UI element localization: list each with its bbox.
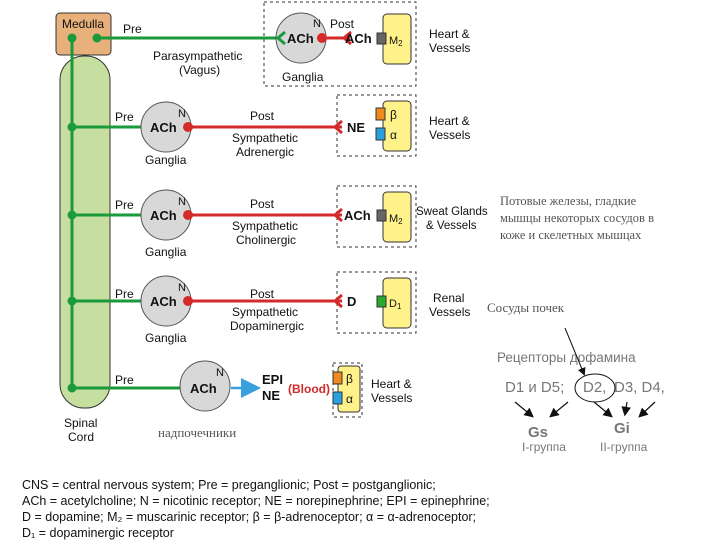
dopaminergic-ganglion-ach: ACh bbox=[150, 294, 177, 309]
adrenergic-post-label: Post bbox=[250, 109, 275, 123]
cholinergic-note-ru-3: коже и скелетных мышцах bbox=[500, 228, 642, 242]
gs-protein: Gs bbox=[528, 424, 549, 441]
adrenergic-pre-label: Pre bbox=[115, 110, 134, 124]
adrenergic-ganglion-ach: ACh bbox=[150, 120, 177, 135]
group-1-label: I-группа bbox=[522, 440, 566, 454]
adrenergic-effector-ne: NE bbox=[347, 120, 366, 135]
adrenergic-ganglion-n: N bbox=[178, 108, 186, 120]
gi-protein: Gi bbox=[614, 420, 630, 437]
dopaminergic-post-label: Post bbox=[250, 287, 275, 301]
adrenergic-target-1: Heart & bbox=[429, 114, 470, 128]
svg-text:M2: M2 bbox=[389, 213, 403, 226]
cholinergic-effector-ach: ACh bbox=[344, 208, 371, 223]
svg-text:D1: D1 bbox=[389, 298, 402, 311]
dopaminergic-ganglia-label: Ganglia bbox=[145, 331, 187, 345]
parasympathetic-effector-ach: ACh bbox=[345, 31, 372, 46]
parasympathetic-ganglia-label: Ganglia bbox=[282, 70, 324, 84]
cholinergic-post-label: Post bbox=[250, 197, 275, 211]
parasympathetic-target-1: Heart & bbox=[429, 27, 470, 41]
dopaminergic-target-1: Renal bbox=[433, 291, 465, 305]
adrenergic-pathway-2: Adrenergic bbox=[236, 145, 295, 159]
cholinergic-m2-receptor bbox=[377, 210, 386, 221]
dopaminergic-ganglion-n: N bbox=[178, 282, 186, 294]
adrenal-alpha-receptor bbox=[333, 392, 342, 404]
adrenal-blood-label: (Blood) bbox=[288, 382, 330, 396]
medulla-label: Medulla bbox=[62, 17, 105, 31]
adrenal-n: N bbox=[216, 367, 224, 379]
dopaminergic-pre-label: Pre bbox=[115, 287, 134, 301]
adrenergic-alpha-receptor bbox=[376, 128, 385, 140]
adrenal-note-ru: надпочечники bbox=[158, 425, 237, 440]
adrenergic-pathway-1: Sympathetic bbox=[232, 131, 299, 145]
dopaminergic-target-2: Vessels bbox=[429, 305, 471, 319]
spinal-cord-label-1: Spinal bbox=[64, 416, 98, 430]
svg-text:M2: M2 bbox=[389, 35, 403, 48]
parasympathetic-target-2: Vessels bbox=[429, 41, 471, 55]
svg-text:α: α bbox=[390, 128, 397, 142]
dopaminergic-effector-d: D bbox=[347, 294, 357, 309]
adrenal-ach: ACh bbox=[190, 381, 217, 396]
svg-text:α: α bbox=[346, 392, 353, 406]
cholinergic-ganglia-label: Ganglia bbox=[145, 245, 187, 259]
cholinergic-pre-label: Pre bbox=[115, 198, 134, 212]
abbreviation-legend bbox=[22, 477, 712, 541]
legend-line-1: CNS = central nervous system; Pre = preganglionic; Post = postganglionic; bbox=[22, 478, 436, 492]
cholinergic-pathway-1: Sympathetic bbox=[232, 219, 299, 233]
adrenergic-effector-cell bbox=[383, 101, 411, 151]
legend-line-2: ACh = acetylcholine; N = nicotinic receptor; NE = norepinephrine; EPI = epinephrine; bbox=[22, 494, 490, 508]
cholinergic-ganglion-n: N bbox=[178, 196, 186, 208]
cholinergic-ganglion-ach: ACh bbox=[150, 208, 177, 223]
dopaminergic-pathway-2: Dopaminergic bbox=[230, 319, 305, 333]
dopaminergic-pathway-1: Sympathetic bbox=[232, 305, 299, 319]
adrenal-pre-label: Pre bbox=[115, 373, 134, 387]
dopaminergic-d1-receptor bbox=[377, 296, 386, 307]
svg-text:β: β bbox=[390, 108, 397, 122]
spinal-cord-label-2: Cord bbox=[68, 430, 95, 444]
dopamine-d3-d4: D3, D4, bbox=[614, 379, 665, 396]
cholinergic-target-2: & Vessels bbox=[426, 220, 477, 232]
group-2-label: II-группа bbox=[600, 440, 648, 454]
adrenergic-target-2: Vessels bbox=[429, 128, 471, 142]
dopamine-receptors-title: Рецепторы дофамина bbox=[497, 350, 636, 365]
cholinergic-note-ru-2: мышцы некоторых сосудов в bbox=[500, 211, 654, 225]
parasympathetic-ganglion-n: N bbox=[313, 18, 321, 30]
dopaminergic-note-ru: Сосуды почек bbox=[487, 300, 565, 315]
adrenal-epi: EPI bbox=[262, 372, 283, 387]
svg-text:β: β bbox=[346, 372, 353, 386]
spinal-cord bbox=[60, 56, 110, 408]
legend-line-3: D = dopamine; M₂ = muscarinic receptor; β = β-adrenoceptor; α = α-adrenoceptor; bbox=[22, 510, 477, 524]
parasympathetic-ganglion-ach: ACh bbox=[287, 31, 314, 46]
adrenergic-beta-receptor bbox=[376, 108, 385, 120]
adrenal-target-1: Heart & bbox=[371, 377, 412, 391]
adrenal-ne: NE bbox=[262, 388, 281, 403]
adrenergic-ganglia-label: Ganglia bbox=[145, 153, 187, 167]
parasympathetic-pre-label: Pre bbox=[123, 22, 142, 36]
cholinergic-pathway-2: Cholinergic bbox=[236, 233, 297, 247]
adrenal-target-2: Vessels bbox=[371, 391, 413, 405]
parasympathetic-pathway-2: (Vagus) bbox=[179, 63, 221, 77]
parasympathetic-pathway-1: Parasympathetic bbox=[153, 49, 243, 63]
adrenal-beta-receptor bbox=[333, 372, 342, 384]
parasympathetic-post-label: Post bbox=[330, 17, 355, 31]
parasympathetic-m2-receptor bbox=[377, 33, 386, 44]
cholinergic-note-ru-1: Потовые железы, гладкие bbox=[500, 194, 637, 208]
dopamine-d1-d5: D1 и D5; bbox=[505, 379, 565, 396]
legend-line-4: D₁ = dopaminergic receptor bbox=[22, 526, 174, 540]
dopamine-d2: D2, bbox=[583, 379, 607, 396]
cholinergic-target-1: Sweat Glands bbox=[416, 206, 488, 218]
